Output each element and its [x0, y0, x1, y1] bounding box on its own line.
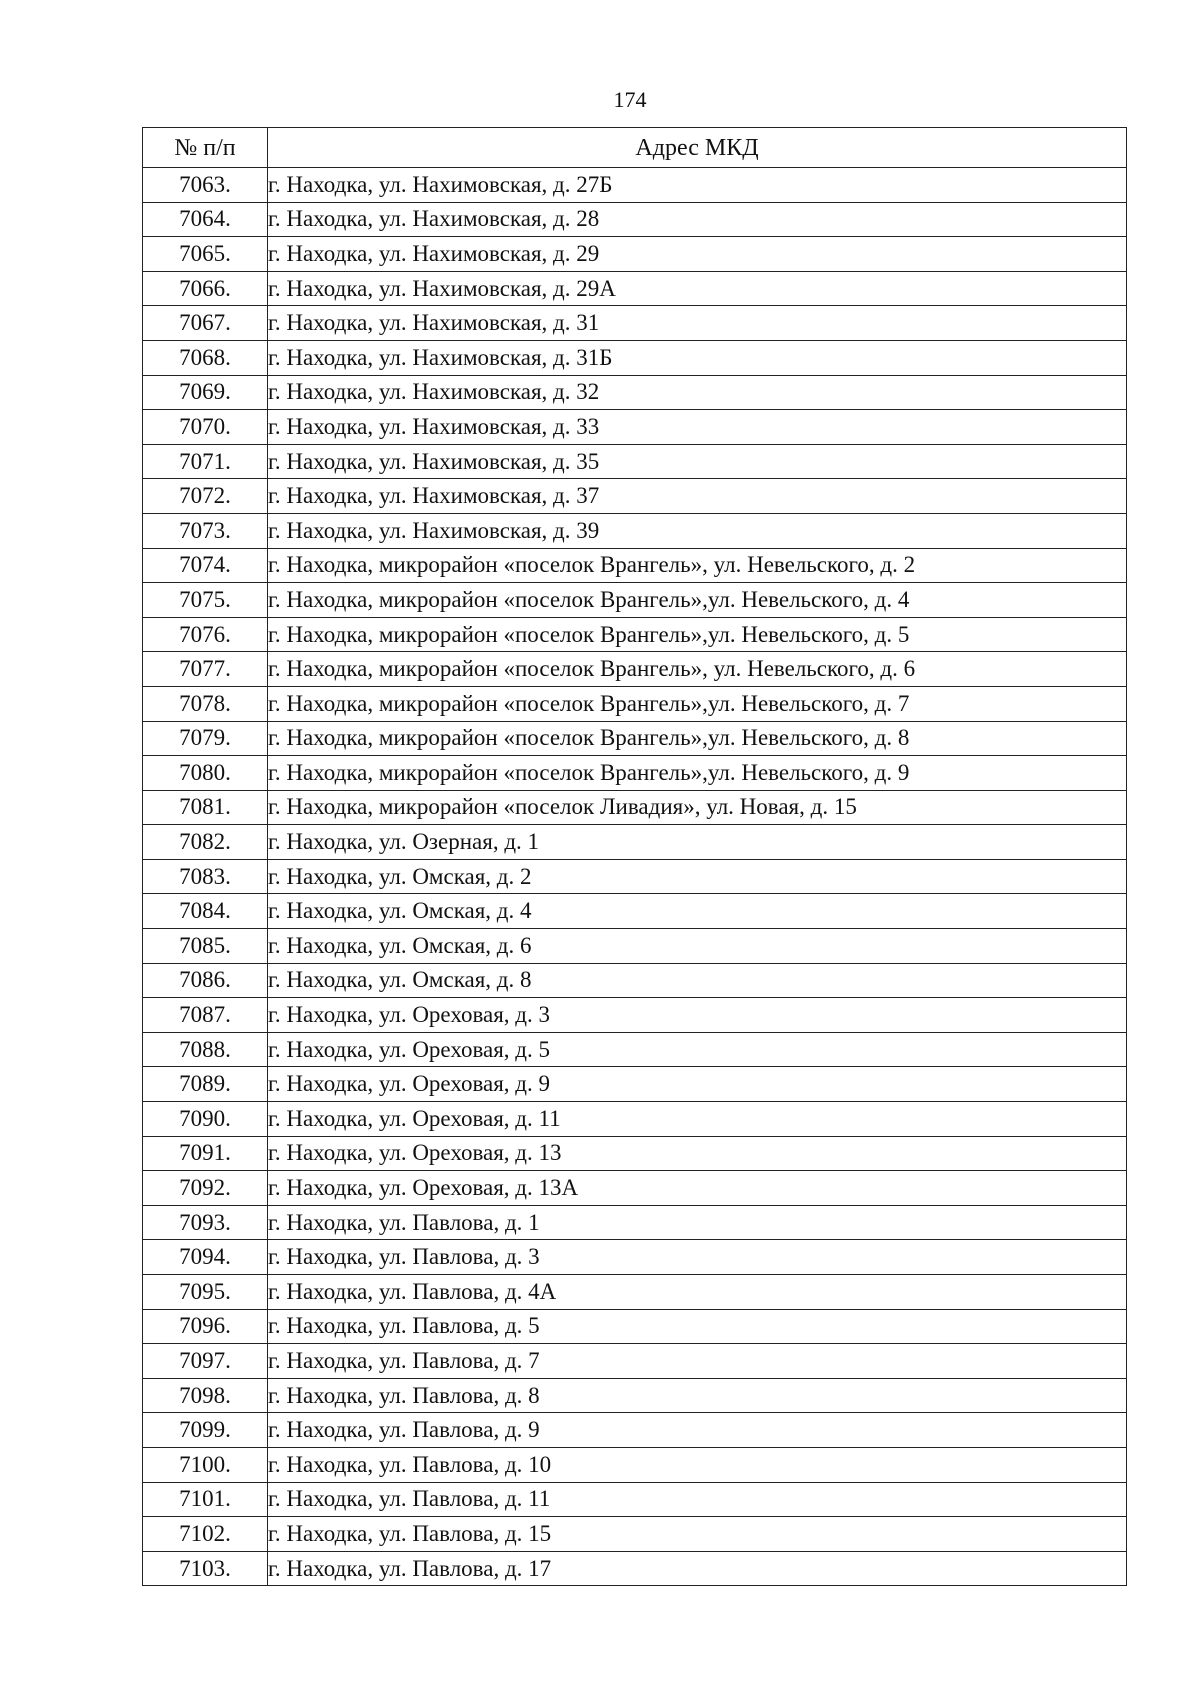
- row-number: 7065.: [143, 237, 268, 272]
- row-number: 7074.: [143, 548, 268, 583]
- table-row: [143, 998, 1127, 1033]
- row-address: г. Находка, ул. Павлова, д. 7: [268, 1344, 1127, 1379]
- row-number: 7064.: [143, 202, 268, 237]
- row-address: г. Находка, микрорайон «поселок Ливадия», ул. Новая, д. 15: [268, 790, 1127, 825]
- row-address: г. Находка, ул. Павлова, д. 9: [268, 1413, 1127, 1448]
- table-row: [143, 513, 1127, 548]
- row-address: г. Находка, микрорайон «поселок Врангель»,ул. Невельского, д. 5: [268, 617, 1127, 652]
- row-number: 7086.: [143, 963, 268, 998]
- table-row: [143, 1240, 1127, 1275]
- table-row: [143, 894, 1127, 929]
- table-row: [143, 617, 1127, 652]
- table-row: [143, 1447, 1127, 1482]
- row-number: 7082.: [143, 825, 268, 860]
- row-address: г. Находка, ул. Нахимовская, д. 29А: [268, 271, 1127, 306]
- row-number: 7081.: [143, 790, 268, 825]
- table-row: [143, 686, 1127, 721]
- row-number: 7093.: [143, 1205, 268, 1240]
- row-address: г. Находка, ул. Павлова, д. 5: [268, 1309, 1127, 1344]
- row-address: г. Находка, ул. Нахимовская, д. 32: [268, 375, 1127, 410]
- row-number: 7067.: [143, 306, 268, 341]
- table-row: [143, 1275, 1127, 1310]
- row-address: г. Находка, ул. Павлова, д. 3: [268, 1240, 1127, 1275]
- table-row: [143, 1171, 1127, 1206]
- row-address: г. Находка, ул. Ореховая, д. 11: [268, 1102, 1127, 1137]
- header-address: Адрес МКД: [268, 128, 1127, 168]
- row-address: г. Находка, ул. Омская, д. 4: [268, 894, 1127, 929]
- row-number: 7103.: [143, 1551, 268, 1586]
- row-address: г. Находка, ул. Ореховая, д. 13: [268, 1136, 1127, 1171]
- table-row: [143, 306, 1127, 341]
- row-address: г. Находка, ул. Павлова, д. 17: [268, 1551, 1127, 1586]
- row-address: г. Находка, ул. Нахимовская, д. 33: [268, 410, 1127, 445]
- row-address: г. Находка, микрорайон «поселок Врангель»,ул. Невельского, д. 9: [268, 756, 1127, 791]
- table-row: [143, 202, 1127, 237]
- row-address: г. Находка, ул. Нахимовская, д. 39: [268, 513, 1127, 548]
- table-row: [143, 756, 1127, 791]
- table-row: [143, 1482, 1127, 1517]
- row-number: 7063.: [143, 168, 268, 203]
- table-row: [143, 790, 1127, 825]
- row-number: 7085.: [143, 929, 268, 964]
- table-row: [143, 825, 1127, 860]
- table-row: [143, 652, 1127, 687]
- row-address: г. Находка, микрорайон «поселок Врангель», ул. Невельского, д. 2: [268, 548, 1127, 583]
- table-row: [143, 168, 1127, 203]
- row-address: г. Находка, ул. Павлова, д. 4А: [268, 1275, 1127, 1310]
- row-address: г. Находка, ул. Павлова, д. 10: [268, 1447, 1127, 1482]
- row-address: г. Находка, ул. Ореховая, д. 5: [268, 1032, 1127, 1067]
- row-number: 7088.: [143, 1032, 268, 1067]
- row-number: 7080.: [143, 756, 268, 791]
- table-row: [143, 237, 1127, 272]
- table-row: [143, 1551, 1127, 1586]
- table-row: [143, 410, 1127, 445]
- table-row: [143, 1413, 1127, 1448]
- table-row: [143, 963, 1127, 998]
- row-address: г. Находка, ул. Павлова, д. 8: [268, 1378, 1127, 1413]
- row-address: г. Находка, ул. Нахимовская, д. 29: [268, 237, 1127, 272]
- row-address: г. Находка, микрорайон «поселок Врангель»,ул. Невельского, д. 7: [268, 686, 1127, 721]
- row-number: 7069.: [143, 375, 268, 410]
- row-address: г. Находка, ул. Нахимовская, д. 31: [268, 306, 1127, 341]
- row-address: г. Находка, ул. Омская, д. 6: [268, 929, 1127, 964]
- row-number: 7068.: [143, 340, 268, 375]
- table-body: [143, 168, 1127, 1586]
- table-row: [143, 375, 1127, 410]
- table-row: [143, 271, 1127, 306]
- table-row: [143, 859, 1127, 894]
- row-number: 7090.: [143, 1102, 268, 1137]
- row-number: 7091.: [143, 1136, 268, 1171]
- table-row: [143, 929, 1127, 964]
- row-number: 7079.: [143, 721, 268, 756]
- row-number: 7092.: [143, 1171, 268, 1206]
- row-number: 7097.: [143, 1344, 268, 1379]
- row-address: г. Находка, ул. Нахимовская, д. 35: [268, 444, 1127, 479]
- row-address: г. Находка, ул. Нахимовская, д. 27Б: [268, 168, 1127, 203]
- row-number: 7073.: [143, 513, 268, 548]
- row-number: 7075.: [143, 583, 268, 618]
- table-row: [143, 1205, 1127, 1240]
- row-number: 7071.: [143, 444, 268, 479]
- header-number: № п/п: [143, 128, 268, 168]
- row-address: г. Находка, ул. Озерная, д. 1: [268, 825, 1127, 860]
- row-number: 7072.: [143, 479, 268, 514]
- row-address: г. Находка, микрорайон «поселок Врангель»,ул. Невельского, д. 8: [268, 721, 1127, 756]
- row-number: 7095.: [143, 1275, 268, 1310]
- table-row: [143, 444, 1127, 479]
- table-row: [143, 1102, 1127, 1137]
- table-row: [143, 1517, 1127, 1552]
- row-number: 7089.: [143, 1067, 268, 1102]
- row-number: 7087.: [143, 998, 268, 1033]
- row-number: 7084.: [143, 894, 268, 929]
- row-number: 7098.: [143, 1378, 268, 1413]
- row-address: г. Находка, ул. Ореховая, д. 9: [268, 1067, 1127, 1102]
- row-number: 7070.: [143, 410, 268, 445]
- table-row: [143, 1309, 1127, 1344]
- table-row: [143, 548, 1127, 583]
- row-address: г. Находка, ул. Ореховая, д. 13А: [268, 1171, 1127, 1206]
- table-row: [143, 340, 1127, 375]
- table-row: [143, 1344, 1127, 1379]
- table-row: [143, 479, 1127, 514]
- row-number: 7102.: [143, 1517, 268, 1552]
- table-row: [143, 1067, 1127, 1102]
- row-number: 7083.: [143, 859, 268, 894]
- row-number: 7094.: [143, 1240, 268, 1275]
- table-row: [143, 583, 1127, 618]
- row-number: 7100.: [143, 1447, 268, 1482]
- row-address: г. Находка, ул. Омская, д. 8: [268, 963, 1127, 998]
- row-address: г. Находка, ул. Омская, д. 2: [268, 859, 1127, 894]
- row-address: г. Находка, микрорайон «поселок Врангель», ул. Невельского, д. 6: [268, 652, 1127, 687]
- row-number: 7096.: [143, 1309, 268, 1344]
- page-number: 174: [613, 87, 647, 112]
- table-row: [143, 1378, 1127, 1413]
- row-address: г. Находка, микрорайон «поселок Врангель»,ул. Невельского, д. 4: [268, 583, 1127, 618]
- row-number: 7078.: [143, 686, 268, 721]
- table-row: [143, 721, 1127, 756]
- row-address: г. Находка, ул. Павлова, д. 15: [268, 1517, 1127, 1552]
- row-number: 7076.: [143, 617, 268, 652]
- row-number: 7101.: [143, 1482, 268, 1517]
- row-number: 7099.: [143, 1413, 268, 1448]
- row-address: г. Находка, ул. Павлова, д. 1: [268, 1205, 1127, 1240]
- row-address: г. Находка, ул. Нахимовская, д. 31Б: [268, 340, 1127, 375]
- row-address: г. Находка, ул. Павлова, д. 11: [268, 1482, 1127, 1517]
- row-address: г. Находка, ул. Нахимовская, д. 37: [268, 479, 1127, 514]
- row-address: г. Находка, ул. Нахимовская, д. 28: [268, 202, 1127, 237]
- row-number: 7066.: [143, 271, 268, 306]
- row-number: 7077.: [143, 652, 268, 687]
- table-row: [143, 1136, 1127, 1171]
- address-table: [142, 127, 1127, 1586]
- row-address: г. Находка, ул. Ореховая, д. 3: [268, 998, 1127, 1033]
- table-row: [143, 1032, 1127, 1067]
- table-header-row: [143, 128, 1127, 168]
